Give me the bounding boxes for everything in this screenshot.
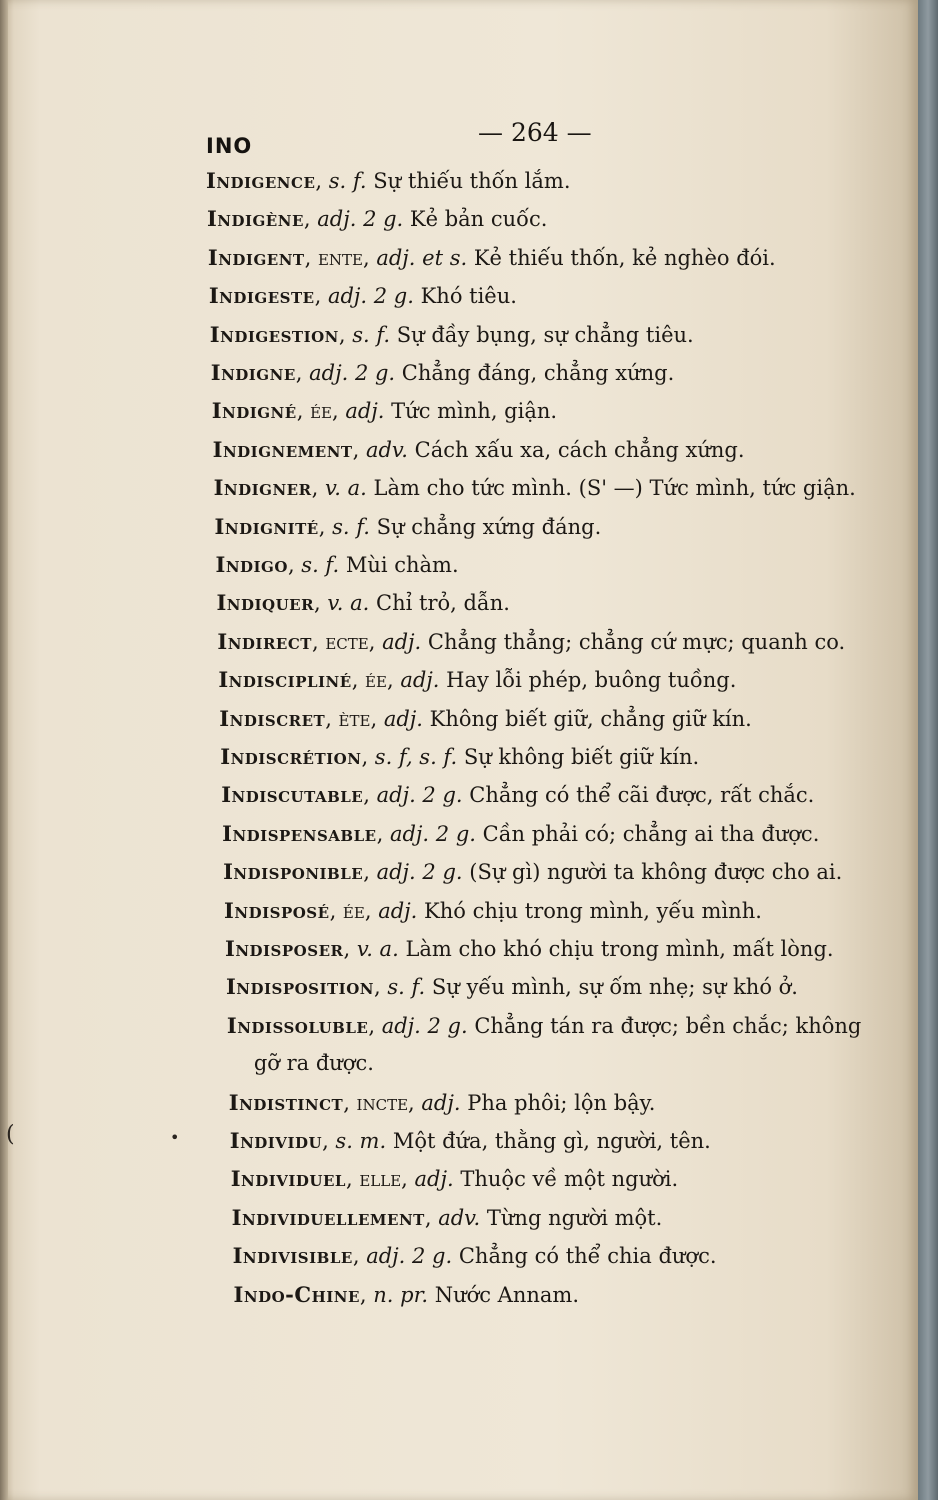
entry-headword: Indigène [206, 206, 304, 232]
entry-headword: Indigestion [209, 321, 339, 347]
entry-definition: Hay lỗi phép, buông tuồng. [446, 668, 737, 693]
entry-grammar: s. f. [328, 169, 367, 193]
dictionary-entry: Indissoluble, adj. 2 g. Chẳng tán ra được; bền chắc; không [226, 1012, 862, 1038]
entry-feminine-form: ée [342, 898, 365, 923]
page-number: — 264 — [478, 118, 592, 147]
entry-grammar: adj. 2 g. [376, 860, 463, 885]
entry-headword: Indiscutable [221, 782, 364, 808]
dictionary-entry: Indisposé, ée, adj. Khó chịu trong mình, yếu mình. [224, 897, 762, 923]
entry-grammar: adj. 2 g. [389, 821, 476, 846]
entry-headword: Indignité [214, 513, 319, 539]
entry-grammar: adj. 2 g. [327, 284, 414, 309]
entry-headword: Indigeste [208, 283, 315, 309]
entry-definition: Cách xấu xa, cách chẳng xứng. [414, 437, 745, 462]
entry-grammar: adj. [383, 706, 423, 731]
entry-headword: Indigné [211, 398, 297, 424]
entry-definition: Chẳng thẳng; chẳng cứ mực; quanh co. [427, 629, 846, 654]
entry-headword: Indispensable [222, 820, 377, 846]
dictionary-entry: Indigné, ée, adj. Tức mình, giận. [211, 398, 558, 424]
entry-headword: Individuel [230, 1166, 346, 1192]
dictionary-entry: Indivisible, adj. 2 g. Chẳng có thể chia được. [232, 1243, 717, 1269]
entry-definition: Làm cho tức mình. (S' —) Tức mình, tức giận. [373, 476, 856, 501]
entry-definition: Chẳng tán ra được; bền chắc; không [474, 1013, 862, 1038]
dictionary-entry: Indiscutable, adj. 2 g. Chẳng có thể cãi được, rất chắc. [221, 782, 815, 808]
dictionary-entry: Indigo, s. f. Mùi chàm. [215, 552, 459, 577]
dictionary-entry: Individuellement, adv. Từng người một. [231, 1204, 663, 1230]
margin-bullet-mark: • [170, 1128, 180, 1147]
entry-grammar: n. pr. [373, 1282, 429, 1307]
entry-grammar: s. f. [332, 514, 370, 539]
dictionary-entry: Indistinct, incte, adj. Pha phôi; lộn bậy. [228, 1089, 656, 1115]
entry-headword: Indisponible [223, 859, 364, 885]
entry-definition: Từng người một. [486, 1205, 663, 1230]
entry-feminine-form: ecte [325, 629, 369, 654]
entry-grammar: adj. 2 g. [376, 783, 463, 808]
entry-definition: Chẳng có thể chia được. [458, 1244, 717, 1269]
entry-grammar: adj. [345, 399, 385, 424]
entry-grammar: s. m. [335, 1129, 387, 1153]
dictionary-entry: Indo-Chine, n. pr. Nước Annam. [233, 1281, 580, 1307]
entry-headword: Indiquer [216, 590, 315, 616]
entry-definition: Không biết giữ, chẳng giữ kín. [429, 706, 752, 731]
dictionary-entry: Indigeste, adj. 2 g. Khó tiêu. [208, 283, 517, 309]
entry-feminine-form: ente [317, 245, 363, 270]
book-cover-edge [918, 0, 938, 1500]
entry-headword: Indisposer [225, 936, 344, 961]
margin-paren-mark: ( [6, 1122, 15, 1147]
dictionary-entry: Indisposition, s. f. Sự yếu mình, sự ốm nhẹ; sự khó ở. [225, 974, 798, 1000]
entry-feminine-form: elle [359, 1167, 402, 1192]
dictionary-entry: Individu, s. m. Một đứa, thằng gì, người, tên. [229, 1128, 711, 1153]
dictionary-entry: Indisponible, adj. 2 g. (Sự gì) người ta không được cho ai. [223, 859, 843, 885]
entry-definition: Nước Annam. [434, 1282, 580, 1307]
entry-definition: Sự đầy bụng, sự chẳng tiêu. [396, 322, 694, 347]
entry-grammar: adj. 2 g. [317, 207, 404, 232]
entry-headword: Indigner [213, 475, 312, 501]
entry-grammar: adj. et s. [376, 245, 468, 270]
entry-headword: Indivisible [232, 1243, 353, 1269]
dictionary-entry: Indirect, ecte, adj. Chẳng thẳng; chẳng cứ mực; quanh co. [217, 628, 846, 654]
entry-definition: Khó chịu trong mình, yếu mình. [424, 898, 762, 923]
entry-headword: Indisposé [224, 897, 330, 923]
entry-headword: Indo-Chine [233, 1281, 360, 1307]
entry-grammar: v. a. [324, 476, 367, 501]
entry-feminine-form: ète [338, 706, 371, 731]
entry-definition: Sự chẳng xứng đáng. [376, 514, 602, 539]
entry-grammar: adj. 2 g. [309, 361, 396, 385]
dictionary-entry: Indigner, v. a. Làm cho tức mình. (S' —) Tức mình, tức giận. [213, 475, 856, 501]
dictionary-entry: Indiscret, ète, adj. Không biết giữ, chẳng giữ kín. [219, 705, 752, 731]
entry-grammar: adj. 2 g. [366, 1244, 453, 1269]
entry-grammar: s. f. [352, 322, 391, 347]
dictionary-entry: Individuel, elle, adj. Thuộc về một người. [230, 1166, 679, 1192]
dictionary-entry: Indigène, adj. 2 g. Kẻ bản cuốc. [206, 206, 548, 232]
entry-feminine-form: ée [365, 668, 387, 693]
entry-grammar: adv. [365, 437, 408, 462]
dictionary-entry: Indigent, ente, adj. et s. Kẻ thiếu thốn, kẻ nghèo đói. [207, 244, 776, 270]
entry-grammar: adj. [421, 1090, 461, 1115]
entry-definition: Khó tiêu. [420, 284, 517, 309]
dictionary-entry: Indiquer, v. a. Chỉ trỏ, dẫn. [216, 590, 510, 616]
entry-grammar: adj. [414, 1167, 454, 1192]
entry-headword: Indiscipliné [218, 667, 352, 693]
entry-definition: Kẻ thiếu thốn, kẻ nghèo đói. [473, 245, 776, 270]
entry-grammar: s. f. [301, 553, 340, 577]
entry-definition-continuation: gỡ ra được. [253, 1051, 374, 1076]
entry-definition: Chỉ trỏ, dẫn. [376, 591, 510, 616]
entry-headword: Indiscrétion [220, 744, 362, 769]
dictionary-entry: Indisposer, v. a. Làm cho khó chịu trong mình, mất lòng. [225, 936, 834, 961]
entry-grammar: adj. [382, 629, 422, 654]
entry-definition: Tức mình, giận. [391, 399, 558, 424]
dictionary-entry: Indignement, adv. Cách xấu xa, cách chẳng xứng. [212, 436, 745, 462]
entry-grammar: v. a. [327, 591, 370, 616]
entry-grammar: s. f. [387, 975, 426, 1000]
entry-definition: Sự thiếu thốn lắm. [373, 169, 571, 193]
entry-definition: Sự không biết giữ kín. [463, 745, 700, 769]
dictionary-entry: Indiscipliné, ée, adj. Hay lỗi phép, buông tuồng. [218, 667, 737, 693]
entry-grammar: adj. [378, 898, 418, 923]
entry-definition: Làm cho khó chịu trong mình, mất lòng. [405, 937, 834, 961]
entry-headword: Individu [229, 1128, 323, 1153]
page-header [0, 116, 918, 156]
dictionary-entry: Indigestion, s. f. Sự đầy bụng, sự chẳng tiêu. [209, 321, 694, 347]
entry-grammar: adj. 2 g. [381, 1013, 468, 1038]
dictionary-entry: Indiscrétion, s. f, s. f. Sự không biết giữ kín. [220, 744, 700, 769]
entry-headword: Indirect [217, 628, 312, 654]
entry-grammar: s. f, s. f. [374, 745, 458, 769]
dictionary-entry: Indigne, adj. 2 g. Chẳng đáng, chẳng xứng. [210, 360, 675, 385]
entry-headword: Indistinct [228, 1089, 344, 1115]
entry-definition: Chẳng có thể cãi được, rất chắc. [469, 783, 815, 808]
entry-definition: (Sự gì) người ta không được cho ai. [469, 860, 843, 885]
dictionary-entry: Indispensable, adj. 2 g. Cần phải có; chẳng ai tha được. [222, 820, 820, 846]
entry-definition: Thuộc về một người. [460, 1167, 679, 1192]
entry-headword: Indignement [212, 436, 353, 462]
entry-headword: Indissoluble [226, 1012, 369, 1038]
running-head: INO [206, 134, 253, 158]
entry-definition: Kẻ bản cuốc. [409, 207, 548, 232]
entry-grammar: v. a. [356, 937, 399, 961]
entry-grammar: adj. [400, 668, 440, 693]
entry-definition: Cần phải có; chẳng ai tha được. [482, 821, 820, 846]
entry-headword: Indigent [207, 244, 305, 270]
entry-headword: Indiscret [219, 705, 326, 731]
entry-headword: Indisposition [225, 974, 374, 1000]
entry-feminine-form: ée [310, 399, 332, 424]
entry-definition: Pha phôi; lộn bậy. [467, 1090, 656, 1115]
entry-headword: Indigne [210, 360, 296, 385]
dictionary-entry: Indigence, s. f. Sự thiếu thốn lắm. [206, 168, 571, 193]
entry-definition: Mùi chàm. [345, 553, 459, 577]
dictionary-entry: Indignité, s. f. Sự chẳng xứng đáng. [214, 513, 602, 539]
entry-headword: Individuellement [231, 1204, 425, 1230]
entry-headword: Indigo [215, 552, 288, 577]
entry-feminine-form: incte [356, 1090, 409, 1115]
entry-definition: Một đứa, thằng gì, người, tên. [392, 1129, 711, 1153]
entry-grammar: adv. [438, 1205, 481, 1230]
page-gutter [0, 0, 8, 1500]
entry-headword: Indigence [206, 168, 316, 193]
entry-definition: Sự yếu mình, sự ốm nhẹ; sự khó ở. [431, 975, 798, 1000]
entry-definition: Chẳng đáng, chẳng xứng. [401, 361, 675, 385]
